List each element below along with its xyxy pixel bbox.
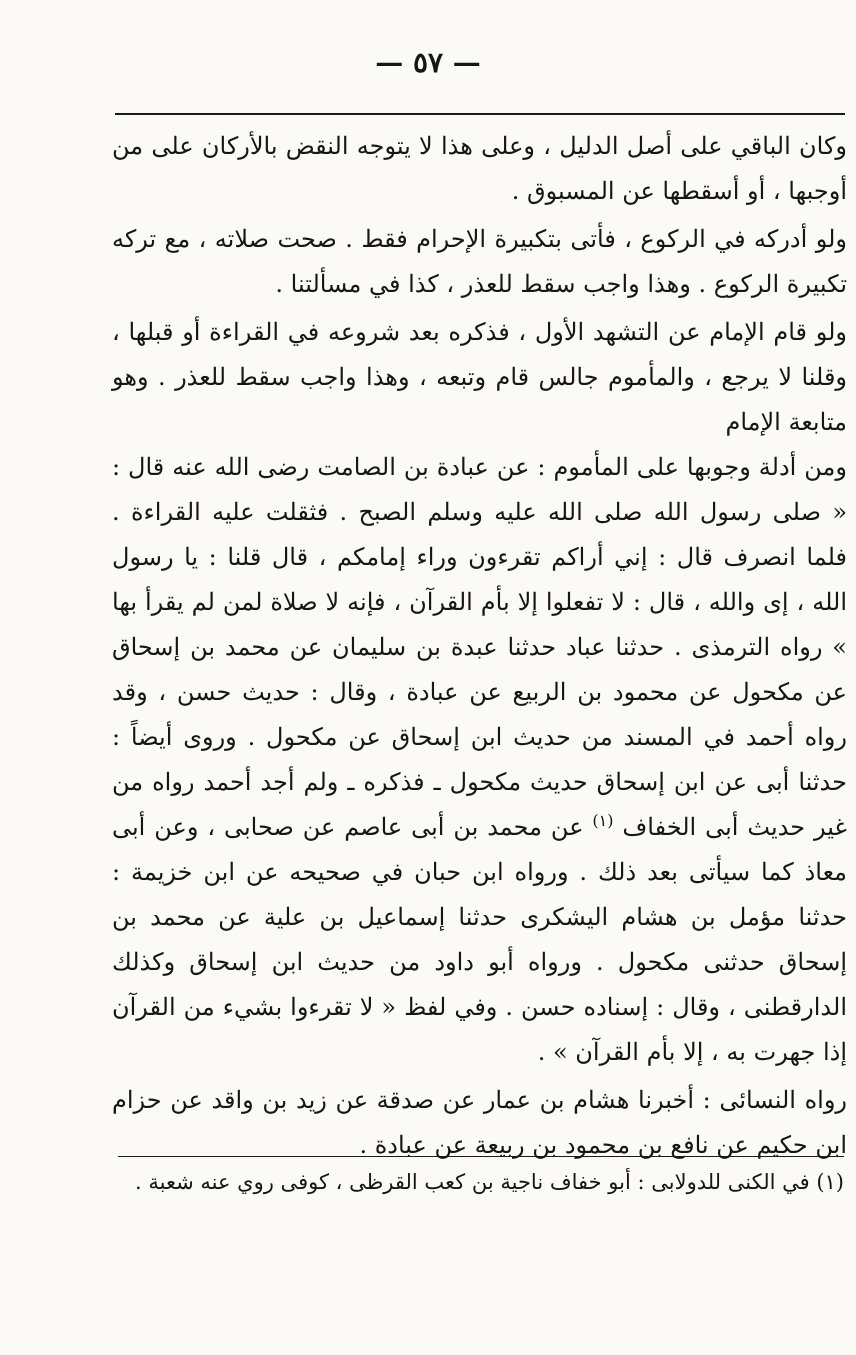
paragraph-4-text: ومن أدلة وجوبها على المأموم : عن عبادة بن الصامت رضى الله عنه قال : « صلى رسول الله صلى الله عليه وسلم الصبح . فثقلت عليه القراءة . فلما انصرف قال : إني أراكم تقرءون وراء إمامكم ، قال قلنا : يا رسول الله ، إى والله ، قال : لا تفعلوا إلا بأم القرآن ، فإنه لا صلاة لمن لم يقرأ بها » رواه الترمذى . حدثنا عباد حدثنا عبدة بن سليمان عن محمد بن إسحاق عن مكحول عن محمود بن الربيع عن عبادة ، وقال : حديث حسن ، وقد رواه أحمد في المسند من حديث ابن إسحاق عن مكحول . وروى أيضاً : حدثنا أبى عن ابن إسحاق حديث مكحول ـ فذكره ـ ولم أجد أحمد رواه من غير حديث أبى الخفاف (112, 453, 848, 841)
footnote-text: (١) في الكنى للدولابى : أبو خفاف ناجية بن كعب القرظى ، كوفى روي عنه شعبة . (135, 1170, 844, 1194)
paragraph-4-continuation: عن محمد بن أبى عاصم عن صحابى ، وعن أبى معاذ كما سيأتى بعد ذلك . ورواه ابن حبان في صحيحه عن ابن خزيمة : حدثنا مؤمل بن هشام اليشكرى حدثنا إسماعيل بن علية عن محمد بن إسحاق حدثنى مكحول . ورواه أبو داود من حديث ابن إسحاق وكذلك الدارقطنى ، وقال : إسناده حسن . وفي لفظ « لا تقرءوا بشيء من القرآن إذا جهرت به ، إلا بأم القرآن » . (112, 813, 847, 1066)
paragraph-5: رواه النسائى : أخبرنا هشام بن عمار عن صدقة عن زيد بن واقد عن حزام ابن حكيم عن نافع بن محمود بن ربيعة عن عبادة . (112, 1086, 847, 1159)
header-rule (115, 113, 845, 115)
paragraph-4 (112, 445, 847, 1075)
main-text (112, 124, 847, 1168)
footnote (114, 1162, 844, 1202)
paragraph-2: ولو أدركه في الركوع ، فأتى بتكبيرة الإحرام فقط . صحت صلاته ، مع تركه تكبيرة الركوع . وهذا واجب سقط للعذر ، كذا في مسألتنا . (112, 225, 847, 298)
footnote-rule (118, 1156, 844, 1157)
page-number: — ٥٧ — (375, 46, 481, 79)
footnote-reference: (١) (592, 811, 614, 830)
paragraph-3: ولو قام الإمام عن التشهد الأول ، فذكره بعد شروعه في القراءة أو قبلها ، وقلنا لا يرجع ، والمأموم جالس قام وتبعه ، وهذا واجب سقط للعذر . وهو متابعة الإمام (112, 318, 847, 436)
paragraph-1: وكان الباقي على أصل الدليل ، وعلى هذا لا يتوجه النقض بالأركان على من أوجبها ، أو أسقطها عن المسبوق . (112, 132, 847, 205)
